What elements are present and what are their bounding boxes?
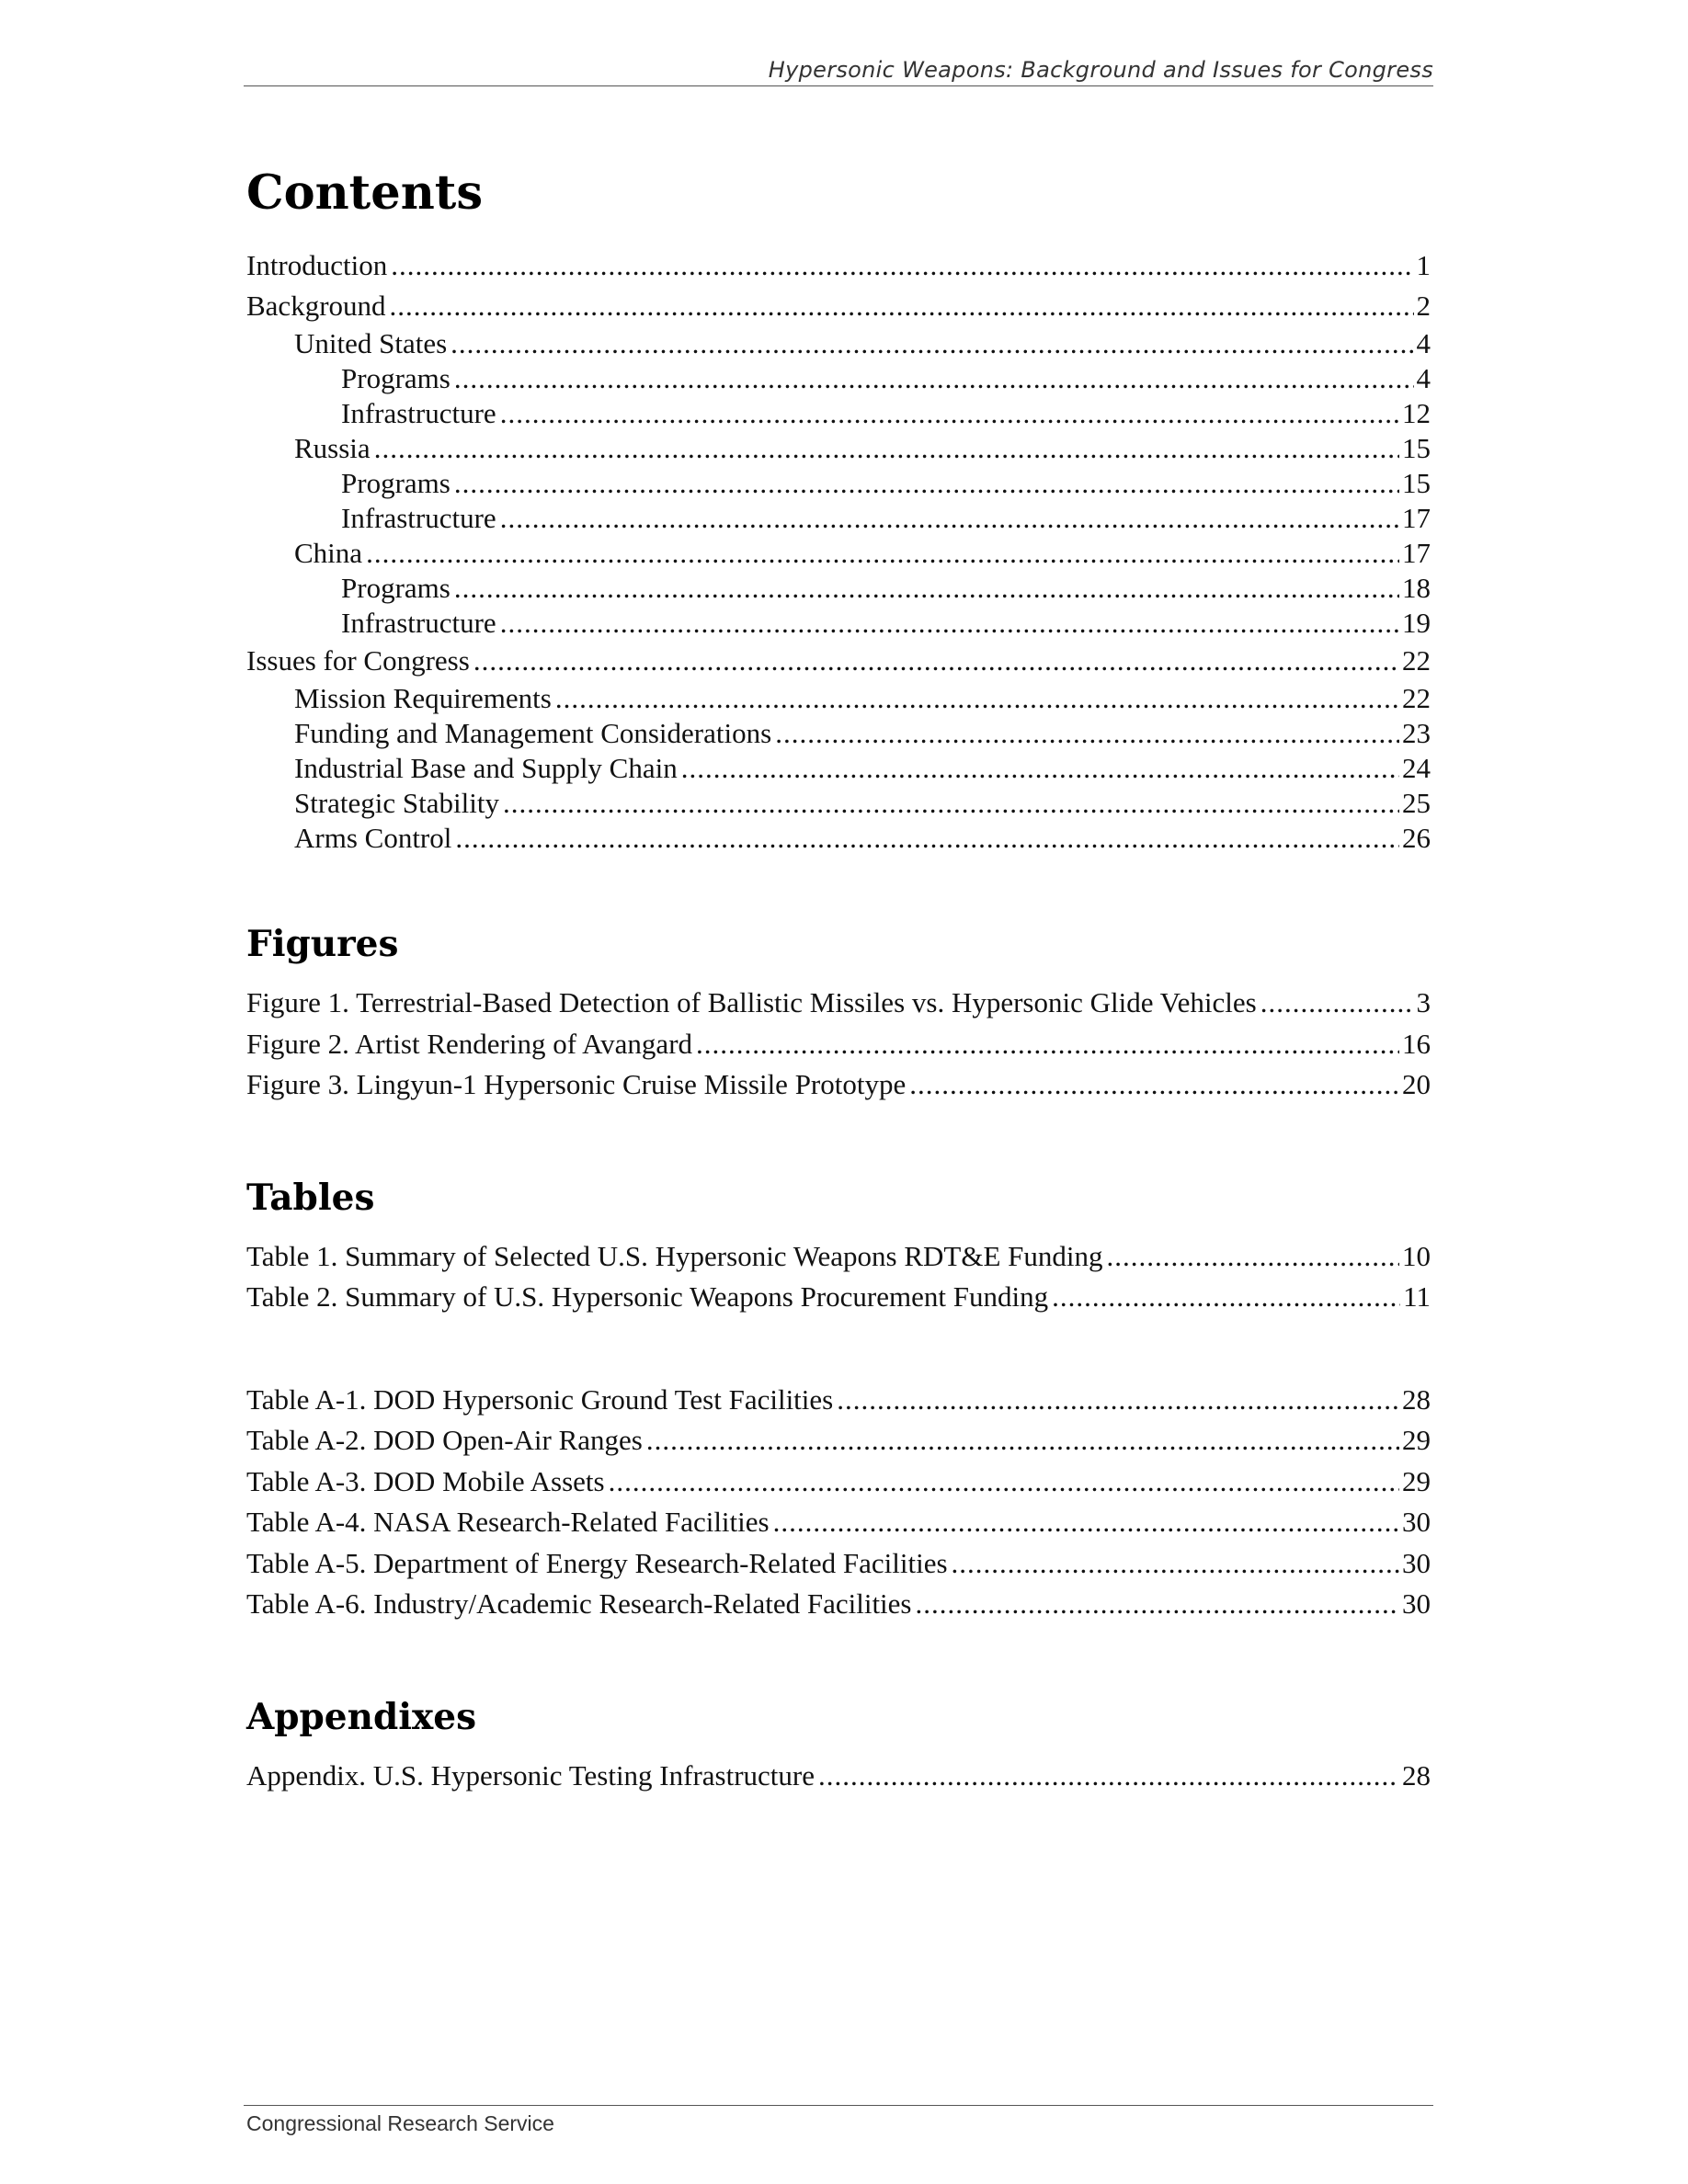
contents-heading: Contents [246, 165, 484, 221]
toc-entry-page: 16 [1402, 1027, 1431, 1060]
toc-entry-page: 29 [1402, 1464, 1431, 1497]
dot-leader [500, 606, 1399, 641]
dot-leader [454, 466, 1399, 501]
toc-entry-page: 22 [1402, 644, 1431, 677]
toc-entry-page: 28 [1402, 1758, 1431, 1792]
toc-entry-label: Table A-1. DOD Hypersonic Ground Test Facilities [246, 1382, 834, 1416]
toc-entry-label: Strategic Stability [294, 787, 499, 819]
toc-entry-label: Table A-4. NASA Research-Related Facilities [246, 1506, 770, 1538]
toc-entry-label: Table A-6. Industry/Academic Research-Related Facilities [246, 1587, 912, 1620]
toc-entry-page: 20 [1402, 1068, 1431, 1100]
toc-entry-page: 4 [1416, 327, 1431, 359]
dot-leader [646, 1420, 1399, 1462]
toc-entry[interactable] [246, 1756, 1431, 1797]
dot-leader [503, 786, 1399, 821]
toc-entry[interactable] [246, 501, 1431, 536]
toc-entry-label: Background [246, 290, 386, 322]
toc-entry-label: Programs [341, 572, 451, 604]
toc-entry[interactable] [246, 326, 1431, 361]
toc-entry-page: 24 [1402, 752, 1431, 784]
toc-entry[interactable] [246, 606, 1431, 641]
toc-entry[interactable] [246, 571, 1431, 606]
toc-entry[interactable] [246, 681, 1431, 716]
running-header: Hypersonic Weapons: Background and Issues for Congress [768, 57, 1433, 83]
toc-entry-label: Arms Control [294, 822, 452, 854]
toc-entry-page: 18 [1402, 572, 1431, 604]
toc-entry[interactable] [246, 286, 1431, 326]
dot-leader [775, 716, 1399, 751]
toc-entry[interactable] [246, 361, 1431, 396]
toc-entry-page: 11 [1403, 1280, 1431, 1313]
appendixes-heading: Appendixes [246, 1695, 477, 1738]
toc-entry[interactable] [246, 751, 1431, 786]
dot-leader [916, 1584, 1400, 1625]
dot-leader [500, 501, 1399, 536]
toc-entry[interactable] [246, 1024, 1431, 1065]
toc-entry-label: Programs [341, 467, 451, 499]
toc-entry[interactable] [246, 431, 1431, 466]
toc-entry-label: United States [294, 327, 448, 359]
toc-entry[interactable] [246, 245, 1431, 286]
dot-leader [837, 1380, 1399, 1421]
toc-entry-page: 25 [1402, 787, 1431, 819]
toc-entry-label: Infrastructure [341, 397, 496, 429]
toc-entry[interactable] [246, 1236, 1431, 1278]
toc-entry-page: 12 [1402, 397, 1431, 429]
toc-entry-label: Figure 2. Artist Rendering of Avangard [246, 1027, 693, 1060]
toc-entry[interactable] [246, 716, 1431, 751]
tables-list [246, 1236, 1431, 1318]
toc-entry-page: 19 [1402, 607, 1431, 639]
toc-entry-label: Figure 1. Terrestrial-Based Detection of Ballistic Missiles vs. Hypersonic Glide Vehicles [246, 986, 1257, 1018]
toc-entry-label: Table A-2. DOD Open-Air Ranges [246, 1424, 643, 1456]
toc-entry[interactable] [246, 1584, 1431, 1625]
dot-leader [681, 751, 1399, 786]
dot-leader [1052, 1277, 1400, 1318]
toc-entry[interactable] [246, 1064, 1431, 1106]
toc-entry-label: Infrastructure [341, 607, 496, 639]
toc-entry-page: 15 [1402, 467, 1431, 499]
toc-entry-label: Infrastructure [341, 502, 496, 534]
toc-entry-page: 3 [1416, 986, 1431, 1018]
toc-entry[interactable] [246, 821, 1431, 856]
toc-entry[interactable] [246, 1502, 1431, 1543]
toc-entry[interactable] [246, 1543, 1431, 1585]
dot-leader [374, 431, 1399, 466]
toc-entry-label: Industrial Base and Supply Chain [294, 752, 678, 784]
tables-heading: Tables [246, 1176, 375, 1219]
toc-entry-label: Mission Requirements [294, 682, 552, 714]
appendixes-list [246, 1756, 1431, 1797]
dot-leader [500, 396, 1399, 431]
toc-entry[interactable] [246, 1420, 1431, 1462]
dot-leader [909, 1064, 1399, 1106]
toc-entry-page: 30 [1402, 1506, 1431, 1538]
toc-entry-page: 2 [1416, 290, 1431, 322]
toc-entry[interactable] [246, 466, 1431, 501]
footer-source: Congressional Research Service [246, 2111, 554, 2135]
toc-entry-label: China [294, 537, 363, 569]
dot-leader [454, 361, 1414, 396]
dot-leader [818, 1756, 1399, 1797]
dot-leader [952, 1543, 1399, 1585]
dot-leader [1260, 983, 1414, 1024]
toc-entry[interactable] [246, 1277, 1431, 1318]
toc-entry-label: Russia [294, 432, 371, 464]
toc-entry-label: Introduction [246, 249, 388, 281]
toc-entry-page: 30 [1402, 1587, 1431, 1620]
footer-rule [244, 2105, 1433, 2106]
toc-entry-page: 10 [1402, 1239, 1431, 1272]
dot-leader [455, 821, 1399, 856]
toc-entry-page: 30 [1402, 1546, 1431, 1579]
dot-leader [454, 571, 1399, 606]
dot-leader [391, 245, 1413, 286]
toc-entry-label: Table A-5. Department of Energy Research-Related Facilities [246, 1546, 948, 1579]
toc-entry-label: Programs [341, 362, 451, 394]
figures-list [246, 983, 1431, 1106]
toc-entry-label: Figure 3. Lingyun-1 Hypersonic Cruise Missile Prototype [246, 1068, 907, 1100]
dot-leader [555, 681, 1399, 716]
toc-entry[interactable] [246, 983, 1431, 1024]
toc-entry-page: 4 [1416, 362, 1431, 394]
toc-content [246, 161, 1431, 1796]
toc-entry-label: Table 1. Summary of Selected U.S. Hypersonic Weapons RDT&E Funding [246, 1239, 1103, 1272]
dot-leader [609, 1462, 1399, 1503]
dot-leader [390, 286, 1414, 326]
toc-entry-page: 17 [1402, 537, 1431, 569]
toc-entry-page: 17 [1402, 502, 1431, 534]
toc-entry-label: Table A-3. DOD Mobile Assets [246, 1464, 605, 1497]
toc-entry[interactable] [246, 1380, 1431, 1421]
dot-leader [696, 1024, 1399, 1065]
toc-entry[interactable] [246, 641, 1431, 681]
contents-list [246, 245, 1431, 856]
toc-entry-page: 26 [1402, 822, 1431, 854]
toc-entry-page: 28 [1402, 1382, 1431, 1416]
appendix-tables-list [246, 1380, 1431, 1625]
toc-entry-label: Issues for Congress [246, 644, 470, 677]
dot-leader [451, 326, 1413, 361]
toc-entry-page: 1 [1416, 249, 1431, 281]
dot-leader [473, 641, 1399, 681]
toc-entry-label: Appendix. U.S. Hypersonic Testing Infrastructure [246, 1758, 815, 1792]
header-rule [244, 85, 1433, 86]
toc-entry-page: 23 [1402, 717, 1431, 749]
toc-entry[interactable] [246, 396, 1431, 431]
toc-entry-page: 29 [1402, 1424, 1431, 1456]
dot-leader [773, 1502, 1399, 1543]
toc-entry-page: 22 [1402, 682, 1431, 714]
toc-entry-label: Table 2. Summary of U.S. Hypersonic Weapons Procurement Funding [246, 1280, 1049, 1313]
dot-leader [1107, 1236, 1399, 1278]
toc-entry-page: 15 [1402, 432, 1431, 464]
toc-entry-label: Funding and Management Considerations [294, 717, 772, 749]
toc-entry[interactable] [246, 1462, 1431, 1503]
figures-heading: Figures [246, 923, 399, 965]
toc-entry[interactable] [246, 786, 1431, 821]
dot-leader [366, 536, 1399, 571]
toc-entry[interactable] [246, 536, 1431, 571]
